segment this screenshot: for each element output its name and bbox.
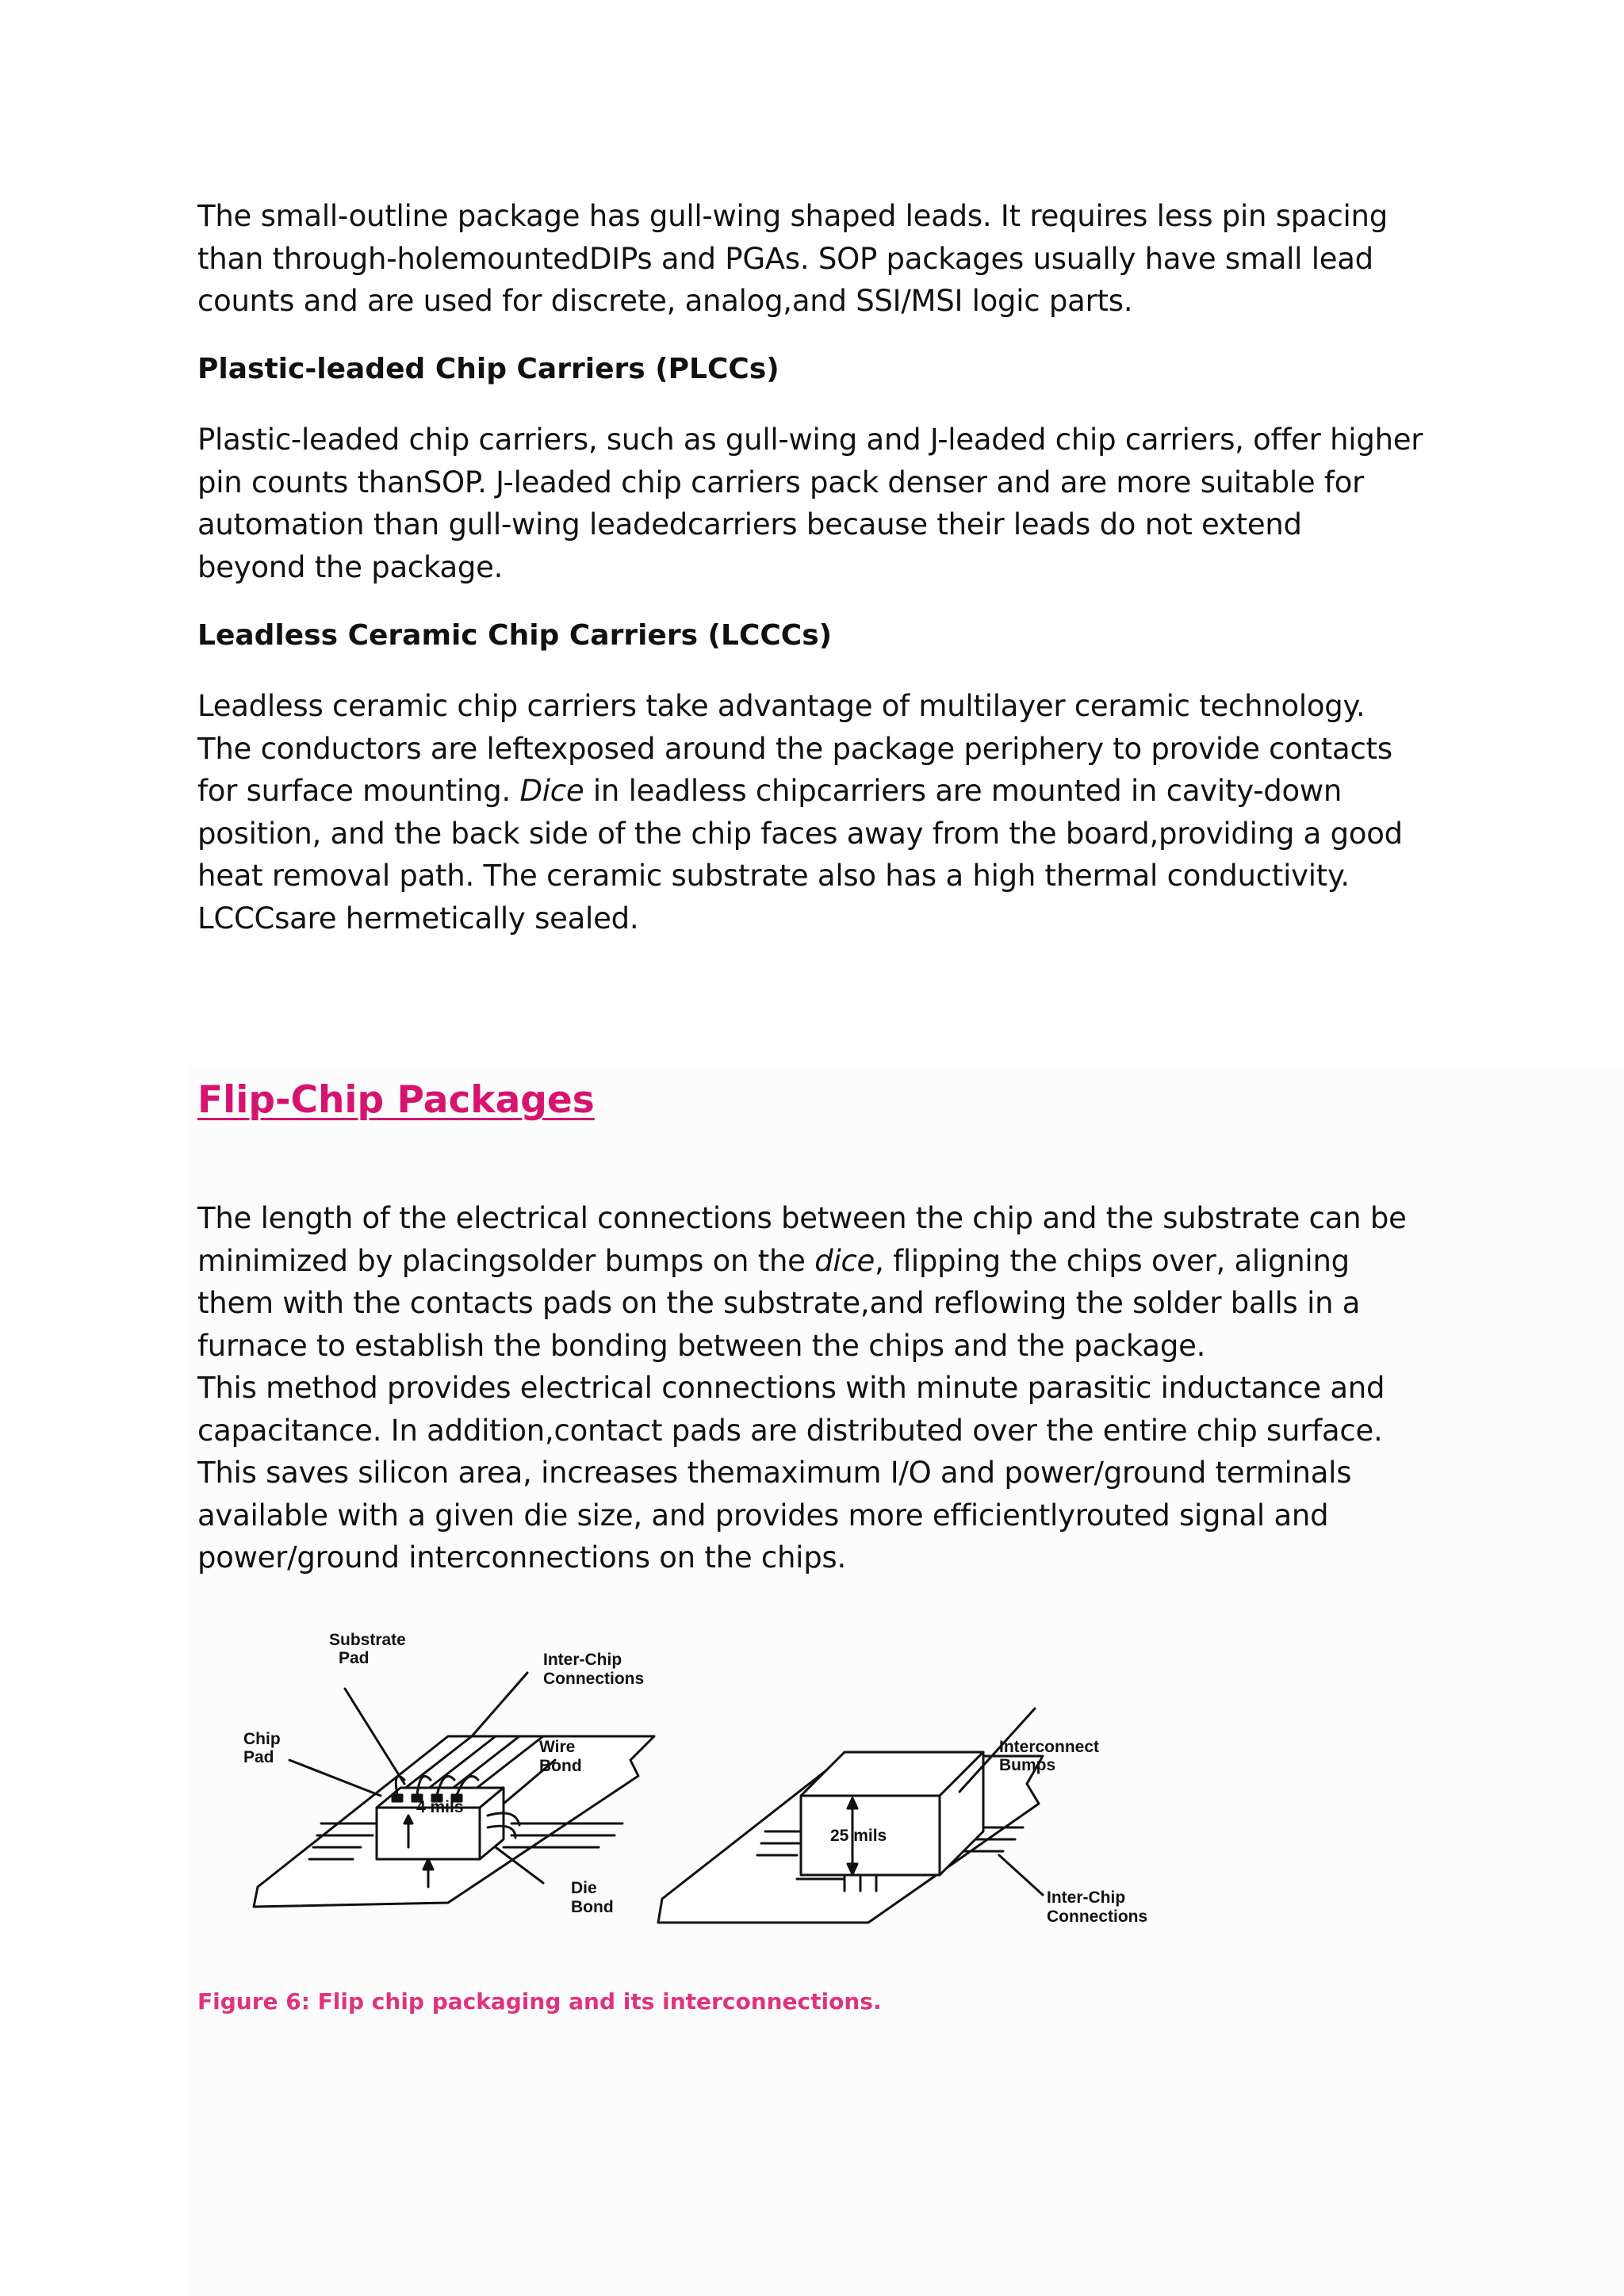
wire-bond-label-2: Bond: [539, 1757, 582, 1775]
die-bond-label-2: Bond: [571, 1898, 614, 1916]
text-line: pin counts thanSOP. J-leaded chip carriers pack denser and are more suitable for: [197, 465, 1365, 499]
text-line: capacitance. In addition,contact pads are distributed over the entire chip surface.: [197, 1413, 1383, 1448]
italic-term: Dice: [519, 774, 584, 808]
text-line: This method provides electrical connections with minute parasitic inductance and: [197, 1371, 1385, 1405]
text-line: than through-holemountedDIPs and PGAs. SOP packages usually have small lead: [197, 241, 1373, 276]
flip-chip-diagram: [242, 1617, 1320, 1942]
plcc-paragraph: [197, 419, 1434, 588]
text-line: Leadless ceramic chip carriers take advantage of multilayer ceramic technology.: [197, 689, 1365, 723]
substrate-pad-label-2: Pad: [339, 1649, 370, 1667]
text-line: them with the contacts pads on the substrate,and reflowing the solder balls in a: [197, 1286, 1361, 1320]
substrate-pad-label: Substrate: [329, 1631, 406, 1649]
interconnect-bumps-label: Interconnect: [999, 1738, 1100, 1756]
text-line: counts and are used for discrete, analog,and SSI/MSI logic parts.: [197, 284, 1133, 318]
text-line: The conductors are leftexposed around the package periphery to provide contacts: [197, 731, 1392, 766]
text-line: Plastic-leaded chip carriers, such as gull-wing and J-leaded chip carriers, offer higher: [197, 423, 1423, 457]
text-line: automation than gull-wing leadedcarriers because their leads do not extend: [197, 507, 1302, 541]
text-line: furnace to establish the bonding between the chips and the package.: [197, 1328, 1206, 1363]
flip-chip-section-title: Flip-Chip Packages: [197, 1078, 595, 1122]
text-line: The small-outline package has gull-wing shaped leads. It requires less pin spacing: [197, 199, 1388, 233]
right-inter-chip-label-2: Connections: [1047, 1908, 1148, 1926]
right-inter-chip-label: Inter-Chip: [1047, 1888, 1126, 1907]
lccc-paragraph: [197, 685, 1434, 939]
four-mils-label: 4 mils: [416, 1798, 464, 1816]
twenty-five-mils-label: 25 mils: [830, 1827, 887, 1845]
wire-bond-label: Wire: [539, 1738, 576, 1756]
text-line: position, and the back side of the chip faces away from the board,providing a good: [197, 816, 1403, 851]
flip-chip-paragraph: [197, 1197, 1434, 1579]
text-line: available with a given die size, and provides more efficientlyrouted signal and: [197, 1498, 1329, 1533]
italic-term: dice: [814, 1243, 875, 1278]
inter-chip-label-2: Connections: [543, 1670, 645, 1688]
flip-chip-figure: [242, 1617, 1320, 1942]
text-line: beyond the package.: [197, 549, 504, 584]
text-line: heat removal path. The ceramic substrate also has a high thermal conductivity.: [197, 859, 1350, 893]
text-line: The length of the electrical connections between the chip and the substrate can be: [197, 1201, 1407, 1235]
interconnect-bumps-label-2: Bumps: [999, 1756, 1056, 1774]
lccc-heading: Leadless Ceramic Chip Carriers (LCCCs): [197, 619, 833, 652]
text-line: LCCCsare hermetically sealed.: [197, 901, 639, 936]
die-bond-label: Die: [571, 1879, 597, 1897]
sop-paragraph: [197, 195, 1434, 323]
text-line: minimized by placingsolder bumps on the dice, flipping the chips over, aligning: [197, 1243, 1350, 1278]
chip-pad-label-2: Pad: [243, 1748, 274, 1766]
chip-pad-label: Chip: [243, 1730, 281, 1748]
figure-caption: Figure 6: Flip chip packaging and its interconnections.: [197, 1988, 882, 2015]
text-line: This saves silicon area, increases themaximum I/O and power/ground terminals: [197, 1456, 1352, 1490]
text-line: power/ground interconnections on the chips.: [197, 1540, 846, 1575]
inter-chip-label: Inter-Chip: [543, 1651, 622, 1669]
plcc-heading: Plastic-leaded Chip Carriers (PLCCs): [197, 353, 779, 385]
text-line: for surface mounting. Dice in leadless chipcarriers are mounted in cavity-down: [197, 774, 1342, 808]
